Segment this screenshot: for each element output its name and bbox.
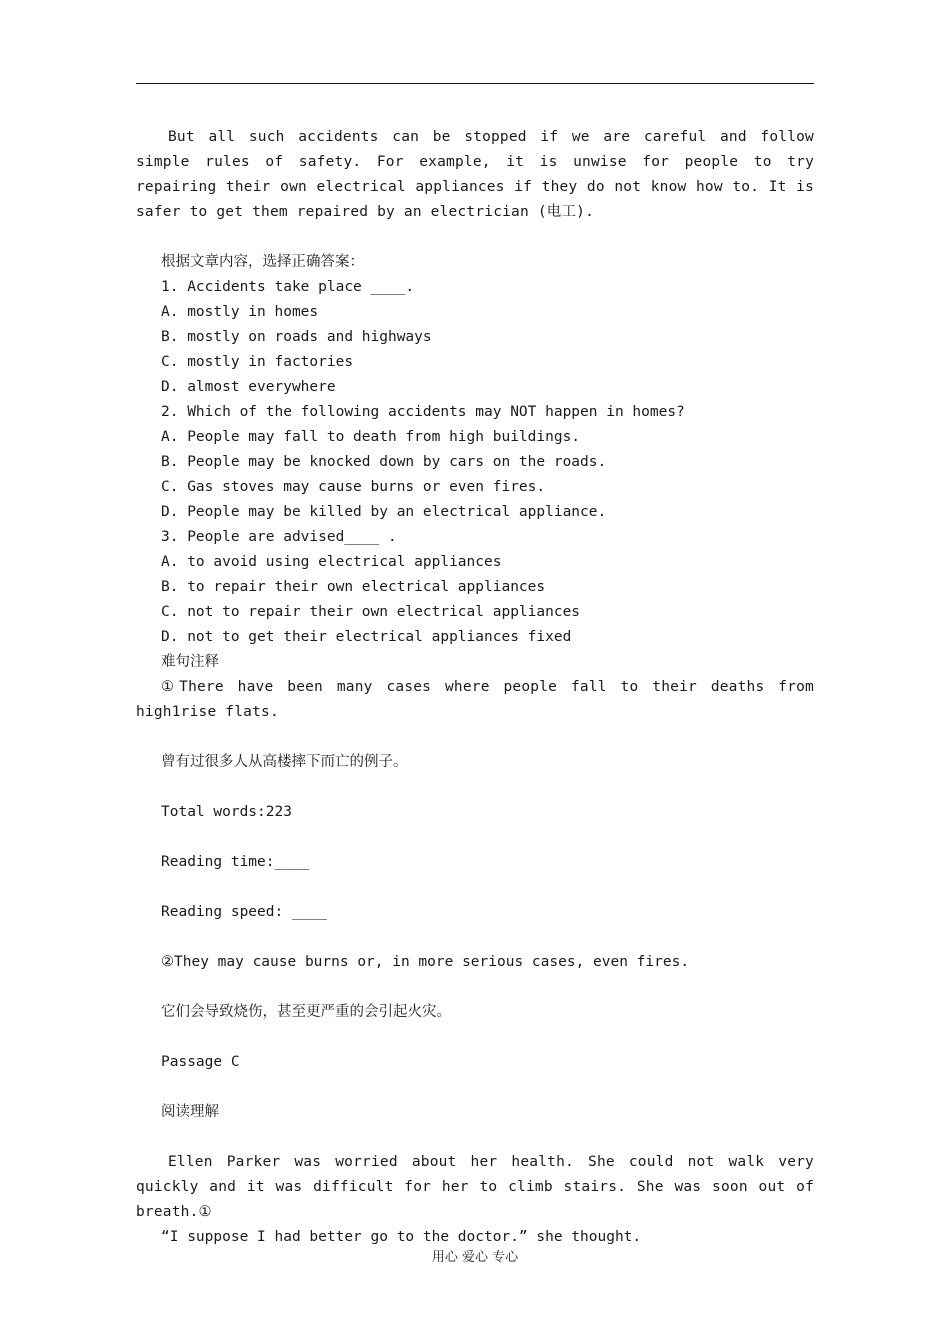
- spacer: [136, 925, 814, 950]
- question-1: [136, 275, 814, 400]
- spacer: [136, 225, 814, 250]
- option-b: B. People may be knocked down by cars on the roads.: [161, 454, 607, 470]
- option-c: C. Gas stoves may cause burns or even fires.: [161, 479, 546, 495]
- question-stem: 2. Which of the following accidents may NOT happen in homes?: [161, 404, 685, 420]
- option-a: A. People may fall to death from high buildings.: [161, 429, 581, 445]
- instruction: 根据文章内容，选择正确答案：: [161, 254, 364, 270]
- reading-time: Reading time:____: [161, 854, 310, 870]
- spacer: [136, 825, 814, 850]
- spacer: [136, 975, 814, 1000]
- question-2: [136, 400, 814, 525]
- option-a: A. to avoid using electrical appliances: [161, 554, 502, 570]
- note-2-chinese: 它们会导致烧伤，甚至更严重的会引起火灾。: [161, 1004, 451, 1020]
- option-d: D. almost everywhere: [161, 379, 336, 395]
- passage-label: Passage C: [161, 1054, 240, 1070]
- option-c: C. not to repair their own electrical appliances: [161, 604, 581, 620]
- spacer: [136, 775, 814, 800]
- question-stem: 1. Accidents take place ____.: [161, 279, 415, 295]
- option-b: B. to repair their own electrical appliances: [161, 579, 546, 595]
- spacer: [136, 1025, 814, 1050]
- option-d: D. not to get their electrical appliances fixed: [161, 629, 572, 645]
- option-a: A. mostly in homes: [161, 304, 319, 320]
- question-stem: 3. People are advised____ .: [161, 529, 397, 545]
- page-footer: 用心 爱心 专心: [431, 1250, 519, 1265]
- reading-speed: Reading speed: ____: [161, 904, 327, 920]
- note-1-chinese: 曾有过很多人从高楼摔下而亡的例子。: [161, 754, 408, 770]
- question-3: [136, 525, 814, 650]
- notes-heading: 难句注释: [161, 654, 219, 670]
- intro-paragraph: But all such accidents can be stopped if we are careful and follow simple rules of safety. For example, it is unwise for people to try repairing their own electrical appliances if they do not know how to. It is safer to get them repaired by an electrician (电工).: [136, 129, 814, 220]
- document-body: [136, 125, 814, 1250]
- passage-c-quote: “I suppose I had better go to the doctor.” she thought.: [161, 1229, 642, 1245]
- section-label: 阅读理解: [161, 1104, 219, 1120]
- header-rule: [136, 83, 814, 84]
- spacer: [136, 1075, 814, 1100]
- spacer: [136, 875, 814, 900]
- spacer: [136, 725, 814, 750]
- note-1-english: ①There have been many cases where people fall to their deaths from high1rise flats.: [136, 679, 814, 720]
- option-c: C. mostly in factories: [161, 354, 354, 370]
- note-2-english: ②They may cause burns or, in more serious cases, even fires.: [161, 954, 690, 970]
- spacer: [136, 1125, 814, 1150]
- total-words: Total words:223: [161, 804, 292, 820]
- passage-c-paragraph: Ellen Parker was worried about her health. She could not walk very quickly and it was difficult for her to climb stairs. She was soon out of breath.①: [136, 1154, 814, 1220]
- option-b: B. mostly on roads and highways: [161, 329, 432, 345]
- option-d: D. People may be killed by an electrical appliance.: [161, 504, 607, 520]
